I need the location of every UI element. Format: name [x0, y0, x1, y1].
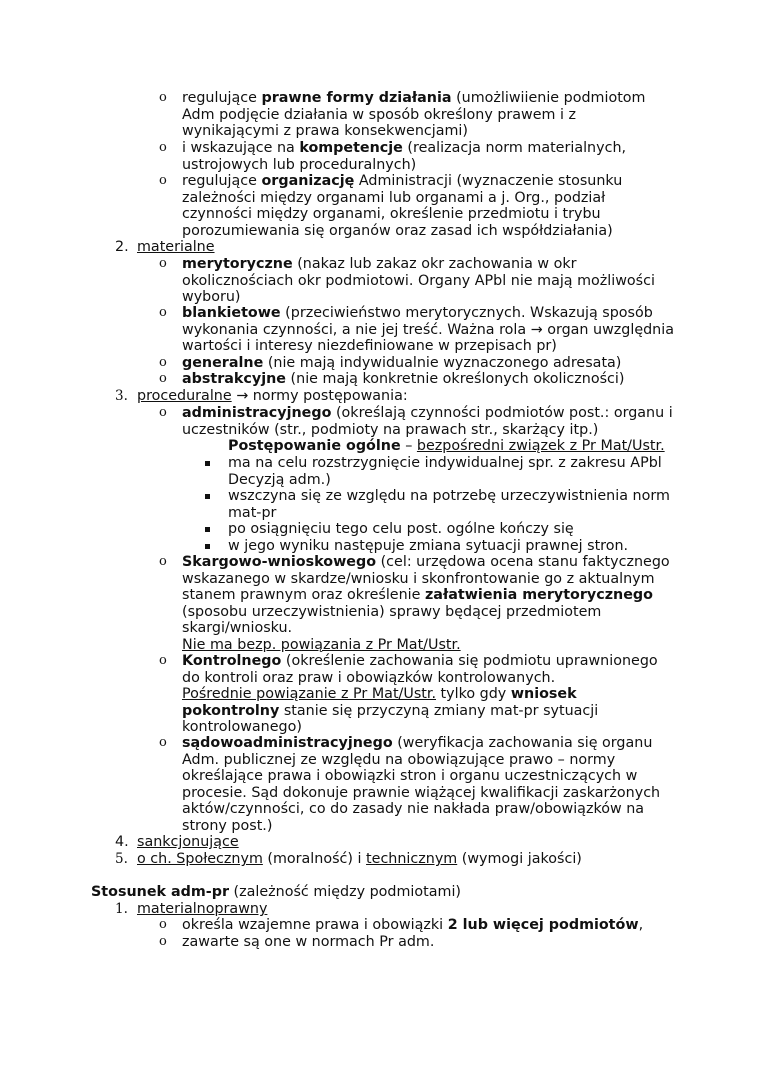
list-number: 3.: [115, 388, 128, 404]
circle-bullet-icon: o: [159, 653, 167, 668]
list-item-normy-pr-adm: zawarte są one w normach Pr adm.: [182, 934, 435, 950]
postepowanie-ogolne-heading: Postępowanie ogólne – bezpośredni związek z Pr Mat/Ustr.: [228, 438, 665, 454]
list-item-abstrakcyjne: abstrakcyjne (nie mają konkretnie określonych okoliczności): [182, 371, 625, 387]
list-item-merytoryczne: merytoryczne (nakaz lub zakaz okr zachowania w okr okolicznościach okr podmiotowi. Organy APbl nie mają możliwości wyboru): [182, 256, 655, 305]
circle-bullet-icon: o: [159, 355, 167, 370]
list-item-kompetencje: i wskazujące na kompetencje (realizacja norm materialnych, ustrojowych lub proceduralnych): [182, 140, 627, 173]
circle-bullet-icon: o: [159, 554, 167, 569]
sub-item: po osiągnięciu tego celu post. ogólne kończy się: [228, 521, 574, 537]
list-item-prawne-formy: regulujące prawne formy działania (umożliwiienie podmiotom Adm podjęcie działania w sposób określony prawem i z wynikającymi z prawa konsekwencjami): [182, 90, 646, 139]
list-number: 1.: [115, 901, 128, 917]
list-item-blankietowe: blankietowe (przeciwieństwo merytorycznych. Wskazują sposób wykonania czynności, a nie jej treść. Ważna rola → organ uwzględnia wartości i interesy niezdefiniowane w przepisach pr): [182, 305, 674, 354]
heading-proceduralne: proceduralne → normy postępowania:: [137, 388, 408, 404]
list-number: 4.: [115, 834, 129, 850]
heading-spoleczne-techniczne: o ch. Społecznym (moralność) i technicznym (wymogi jakości): [137, 851, 582, 867]
square-bullet-icon: [205, 544, 210, 549]
circle-bullet-icon: o: [159, 305, 167, 320]
list-item-organizacje: regulujące organizację Administracji (wyznaczenie stosunku zależności między organami lub organami a j. Org., podział czynności między organami, określenie przedmiotu i trybu porozumiewania się organów oraz zasad ich współdziałania): [182, 173, 623, 239]
list-item-kontrolnego: Kontrolnego (określenie zachowania się podmiotu uprawnionego do kontroli oraz praw i obowiązków kontrolowanych. Pośrednie powiązanie z Pr Mat/Ustr. tylko gdy wniosek pokontrolny stanie się przyczyną zmiany mat-pr sytuacji kontrolowanego): [182, 653, 658, 735]
square-bullet-icon: [205, 461, 210, 466]
sub-item: wszczyna się ze względu na potrzebę urzeczywistnienia norm mat-pr: [228, 488, 670, 521]
circle-bullet-icon: o: [159, 934, 167, 949]
heading-materialne: materialne: [137, 239, 215, 255]
circle-bullet-icon: o: [159, 140, 167, 155]
list-number: 5.: [115, 851, 128, 867]
heading-materialnoprawny: materialnoprawny: [137, 901, 268, 917]
circle-bullet-icon: o: [159, 173, 167, 188]
heading-sankcjonujace: sankcjonujące: [137, 834, 239, 850]
circle-bullet-icon: o: [159, 735, 167, 750]
circle-bullet-icon: o: [159, 917, 167, 932]
list-number: 2.: [115, 239, 129, 255]
sub-item: ma na celu rozstrzygnięcie indywidualnej spr. z zakresu APbl Decyzją adm.): [228, 455, 662, 488]
circle-bullet-icon: o: [159, 371, 167, 386]
circle-bullet-icon: o: [159, 90, 167, 105]
list-item-generalne: generalne (nie mają indywidualnie wyznaczonego adresata): [182, 355, 622, 371]
circle-bullet-icon: o: [159, 405, 167, 420]
section-heading-stosunek: Stosunek adm-pr (zależność między podmiotami): [91, 884, 461, 900]
list-item-sadowoadministracyjnego: sądowoadministracyjnego (weryfikacja zachowania się organu Adm. publicznej ze względu na obowiązujące prawo – normy określające prawa i obowiązki stron i organu uczestniczących w procesie. Sąd dokonuje prawnie wiążącej kwalifikacji zaskarżonych aktów/czynności, co do zasady nie nakłada praw/obowiązków na strony post.): [182, 735, 661, 834]
square-bullet-icon: [205, 527, 210, 532]
list-item-skargowo-wnioskowego: Skargowo-wnioskowego (cel: urzędowa ocena stanu faktycznego wskazanego w skardze/wniosku i skonfrontowanie go z aktualnym stanem prawnym oraz określenie załatwienia merytorycznego (sposobu urzeczywistnienia) sprawy będącej przedmiotem skargi/wniosku. Nie ma bezp. powiązania z Pr Mat/Ustr.: [182, 554, 670, 653]
list-item-administracyjnego: administracyjnego (określają czynności podmiotów post.: organu i uczestników (str., podmioty na prawach str., skarżący itp.): [182, 405, 673, 438]
square-bullet-icon: [205, 494, 210, 499]
sub-item: w jego wyniku następuje zmiana sytuacji prawnej stron.: [228, 538, 629, 554]
list-item-prawa-obowiazki: określa wzajemne prawa i obowiązki 2 lub więcej podmiotów,: [182, 917, 644, 933]
circle-bullet-icon: o: [159, 256, 167, 271]
